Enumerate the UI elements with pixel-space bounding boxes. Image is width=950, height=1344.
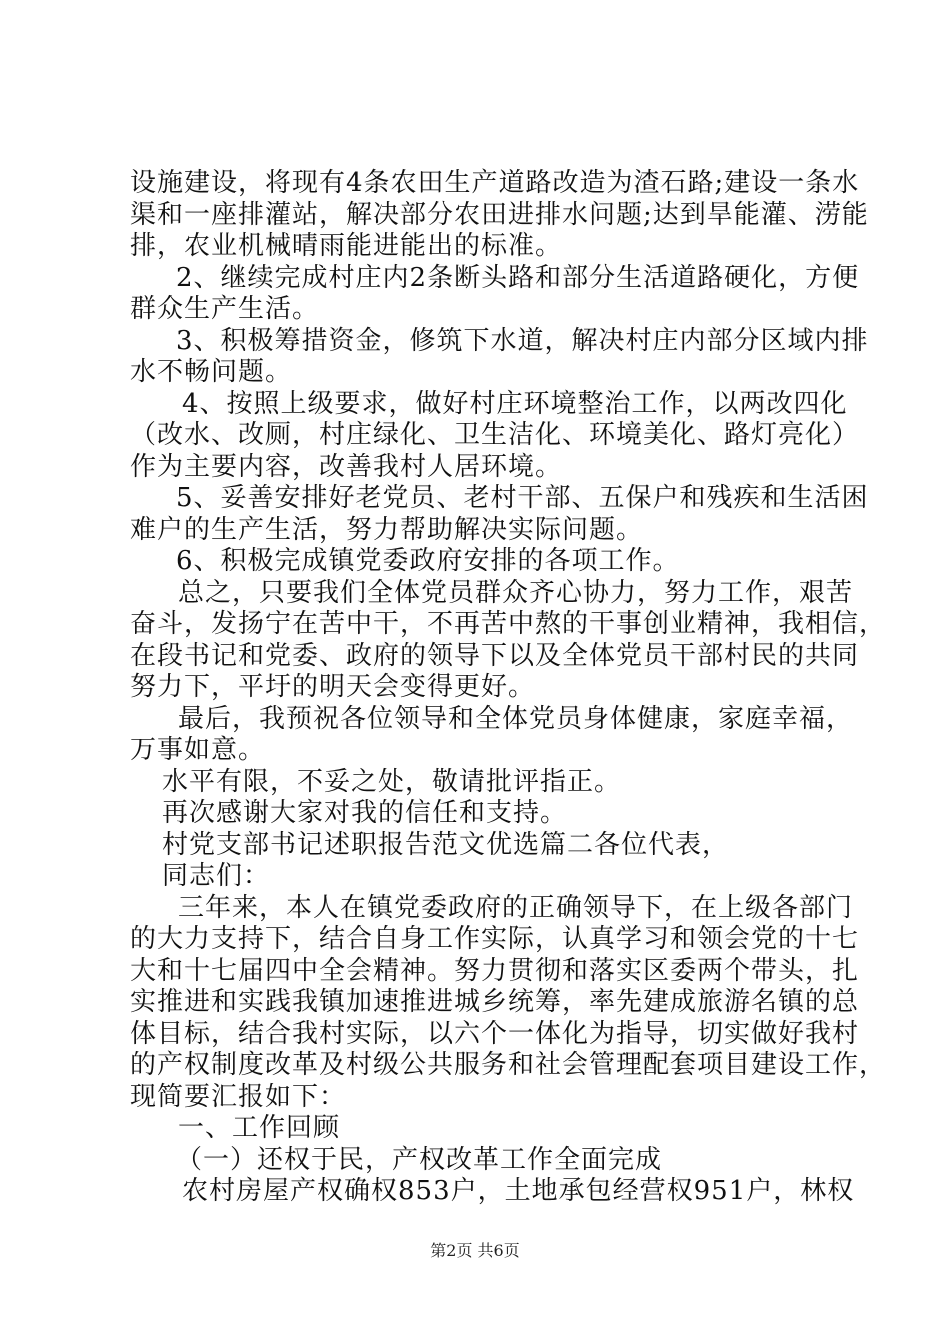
text-line: 5、妥善安排好老党员、老村干部、五保户和残疾和生活困 [176,483,869,513]
text-line: 体目标，结合我村实际，以六个一体化为指导，切实做好我村 [130,1018,860,1049]
text-line: 3、积极筹措资金，修筑下水道，解决村庄内部分区域内排 [176,325,869,356]
text-line: 排，农业机械晴雨能进能出的标准。 [130,231,563,261]
text-line: 2、继续完成村庄内2条断头路和部分生活道路硬化，方便 [176,262,860,293]
text-line: （改水、改厕，村庄绿化、卫生洁化、环境美化、路灯亮化） [130,420,860,450]
text-line: 万事如意。 [130,735,266,765]
text-line: 难户的生产生活，努力帮助解决实际问题。 [130,514,644,545]
text-line: 现简要汇报如下： [130,1081,347,1112]
text-line: 村党支部书记述职报告范文优选篇二各位代表， [162,829,730,860]
text-line: 4、按照上级要求，做好村庄环境整治工作，以两改四化 [182,388,848,419]
text-line: 6、积极完成镇党委政府安排的各项工作。 [176,546,680,576]
page-number: 第2页 共6页 [430,1241,520,1260]
text-line: 大和十七届四中全会精神。努力贯彻和落实区委两个带头，扎 [130,955,860,986]
text-line: 再次感谢大家对我的信任和支持。 [162,798,568,828]
text-line: 奋斗，发扬宁在苦中干，不再苦中熬的干事创业精神，我相信， [130,609,887,639]
text-line: 实推进和实践我镇加速推进城乡统筹，率先建成旅游名镇的总 [130,987,860,1017]
text-line: 努力下，平圩的明天会变得更好。 [130,672,536,702]
text-line: 水不畅问题。 [130,357,293,387]
text-line: 总之，只要我们全体党员群众齐心协力，努力工作，艰苦 [178,577,854,608]
text-line: 的产权制度改革及村级公共服务和社会管理配套项目建设工作， [130,1050,887,1080]
text-line: 群众生产生活。 [130,294,320,324]
text-line: （一）还权于民，产权改革工作全面完成 [176,1144,663,1175]
text-line: 的大力支持下，结合自身工作实际，认真学习和领会党的十七 [130,924,860,954]
text-line: 一、工作回顾 [178,1113,341,1143]
text-line: 三年来，本人在镇党委政府的正确领导下，在上级各部门 [178,892,854,923]
text-line: 在段书记和党委、政府的领导下以及全体党员干部村民的共同 [130,640,860,671]
text-line: 水平有限，不妥之处，敬请批评指正。 [162,766,622,797]
document-body [130,168,887,1208]
text-line: 最后，我预祝各位领导和全体党员身体健康，家庭幸福， [178,703,854,734]
text-line: 渠和一座排灌站，解决部分农田进排水问题;达到旱能灌、涝能 [130,199,869,230]
text-line: 同志们： [162,861,271,891]
text-line: 设施建设，将现有4条农田生产道路改造为渣石路;建设一条水 [130,168,860,198]
text-line: 作为主要内容，改善我村人居环境。 [130,451,563,482]
text-line: 农村房屋产权确权853户，土地承包经营权951户，林权 [182,1176,855,1206]
